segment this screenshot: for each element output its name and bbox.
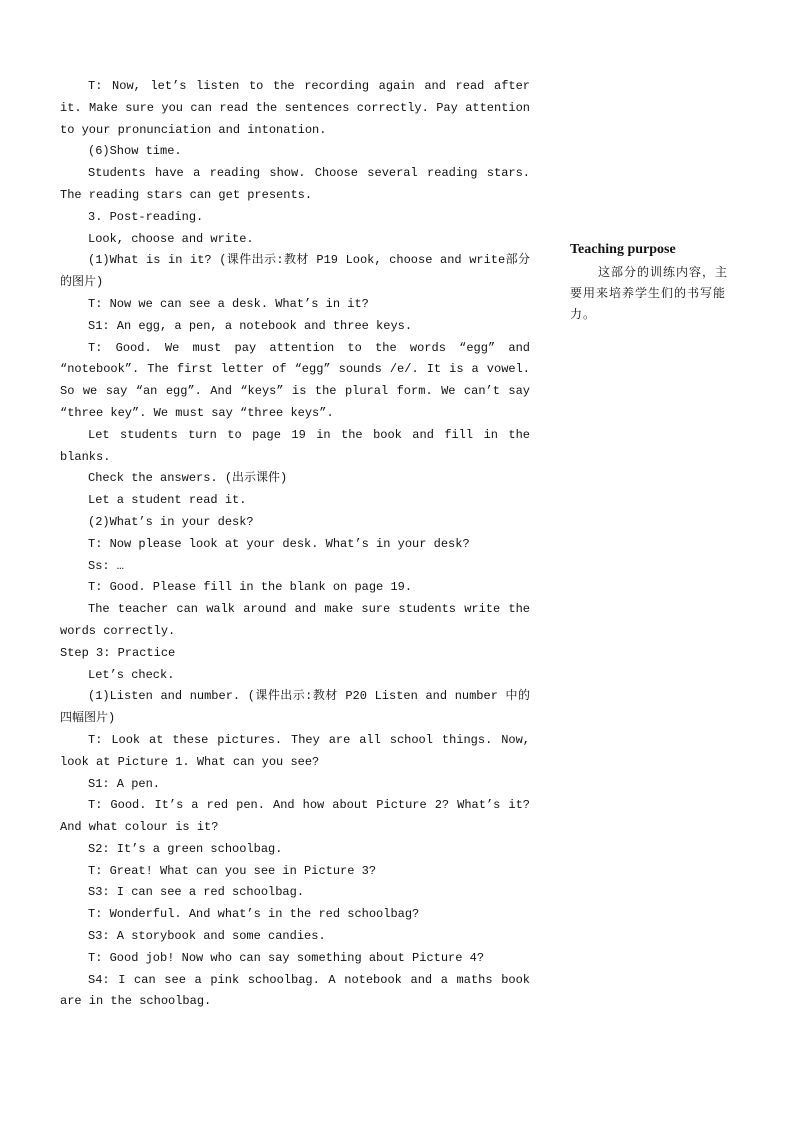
paragraph: Ss: … <box>88 558 125 573</box>
paragraph: T: Good. Please fill in the blank on page 19. <box>88 580 413 595</box>
paragraph: Students have a reading show. Choose several reading stars. The reading stars can get presents. <box>60 166 530 202</box>
paragraph: T: Now please look at your desk. What’s in your desk? <box>88 536 470 551</box>
paragraph: T: Good job! Now who can say something about Picture 4? <box>88 950 485 965</box>
paragraph: T: Good. We must pay attention to the words “egg” and “notebook”. The first letter of “egg” sounds /e/. It is a vowel. So we say “an egg”. And “keys” is the plural form. We can’t say “three key”. We must say “three keys”. <box>60 340 530 420</box>
side-note-heading: Teaching purpose <box>570 242 676 257</box>
paragraph: S4: I can see a pink schoolbag. A notebook and a maths book are in the schoolbag. <box>60 972 530 1009</box>
paragraph: T: Look at these pictures. They are all school things. Now, look at Picture 1. What can you see? <box>60 732 530 769</box>
paragraph: T: Now we can see a desk. What’s in it? <box>88 296 369 311</box>
paragraph: S3: A storybook and some candies. <box>88 929 326 944</box>
paragraph: T: Wonderful. And what’s in the red schoolbag? <box>88 907 420 922</box>
paragraph: S3: I can see a red schoolbag. <box>88 885 305 900</box>
paragraph: (1)Listen and number. (课件出示:教材 P20 Listen and number 中的四幅图片) <box>60 689 530 726</box>
side-note <box>570 240 740 325</box>
paragraph: (6)Show time. <box>88 144 182 159</box>
paragraph: Step 3: Practice <box>60 645 176 660</box>
paragraph: T: Great! What can you see in Picture 3? <box>88 863 377 878</box>
paragraph: T: Now, let’s listen to the recording again and read after it. Make sure you can read the sentences correctly. Pay attention to your pronunciation and intonation. <box>60 79 530 137</box>
lesson-body <box>60 76 530 1013</box>
paragraph: S1: A pen. <box>88 776 161 791</box>
paragraph: S2: It’s a green schoolbag. <box>88 841 283 856</box>
paragraph: Let a student read it. <box>88 493 247 508</box>
paragraph: Let students turn to page 19 in the book and fill in the blanks. <box>60 427 530 464</box>
paragraph: Check the answers. (出示课件) <box>88 471 288 486</box>
paragraph: T: Good. It’s a red pen. And how about Picture 2? What’s it? And what colour is it? <box>60 798 530 835</box>
side-note-text: 这部分的训练内容，主要用来培养学生们的书写能力。 <box>570 265 729 321</box>
paragraph: (2)What’s in your desk? <box>88 514 254 529</box>
paragraph: 3. Post-reading. <box>88 209 204 224</box>
paragraph: (1)What is in it? (课件出示:教材 P19 Look, choose and write部分的图片) <box>60 253 530 290</box>
paragraph: S1: An egg, a pen, a notebook and three keys. <box>88 318 413 333</box>
paragraph: Look, choose and write. <box>88 231 254 246</box>
paragraph: The teacher can walk around and make sure students write the words correctly. <box>60 602 530 638</box>
paragraph: Let’s check. <box>88 667 175 682</box>
